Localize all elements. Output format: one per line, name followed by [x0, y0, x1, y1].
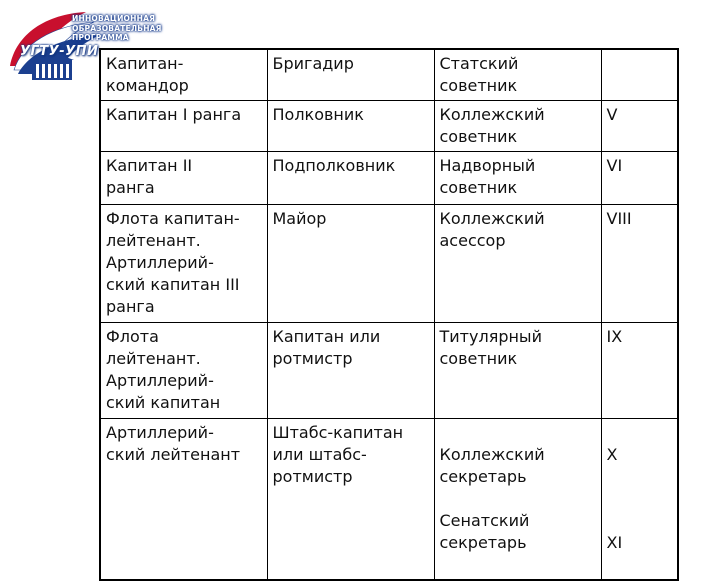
- army-rank-cell: Подполковник: [267, 152, 434, 205]
- class-cell: [601, 419, 678, 581]
- civil-rank-cell: Титулярный советник: [434, 323, 601, 419]
- civil-rank-cell: Коллежский асессор: [434, 205, 601, 323]
- class-cell: [601, 49, 678, 101]
- navy-rank-cell: Капитан II ранга: [100, 152, 267, 205]
- civil-rank-cell: [434, 419, 601, 581]
- logo-university-name: УГТУ-УПИ: [20, 44, 99, 59]
- table-row: [100, 419, 678, 581]
- logo-line-1: ИННОВАЦИОННАЯ: [72, 14, 156, 23]
- civil-rank-primary: Коллежский секретарь: [439, 445, 545, 486]
- table-row: [100, 49, 678, 101]
- class-cell: IX: [601, 323, 678, 419]
- table-row: [100, 205, 678, 323]
- class-cell: V: [601, 101, 678, 152]
- class-cell: VIII: [601, 205, 678, 323]
- army-rank-cell: Капитан или ротмистр: [267, 323, 434, 419]
- civil-rank-secondary: Сенатский секретарь: [439, 511, 530, 552]
- navy-rank-cell: Капитан I ранга: [100, 101, 267, 152]
- logo-line-2: ОБРАЗОВАТЕЛЬНАЯ: [72, 23, 162, 33]
- logo-line-3: ПРОГРАММА: [72, 33, 129, 42]
- class-secondary: XI: [606, 533, 623, 552]
- civil-rank-cell: Статский советник: [434, 49, 601, 101]
- navy-rank-cell: Капитан- командор: [100, 49, 267, 101]
- class-spacer: [607, 488, 673, 510]
- navy-rank-cell: Флота капитан- лейтенант. Артиллерий- ский капитан III ранга: [100, 205, 267, 323]
- navy-rank-cell: Артиллерий- ский лейтенант: [100, 419, 267, 581]
- army-rank-cell: Майор: [267, 205, 434, 323]
- logo-text: [72, 14, 172, 43]
- army-rank-cell: Полковник: [267, 101, 434, 152]
- rank-table: [99, 48, 679, 581]
- table-row: [100, 101, 678, 152]
- army-rank-cell: Штабс-капитан или штабс- ротмистр: [267, 419, 434, 581]
- army-rank-cell: Бригадир: [267, 49, 434, 101]
- table-row: [100, 152, 678, 205]
- class-cell: VI: [601, 152, 678, 205]
- civil-rank-cell: Надворный советник: [434, 152, 601, 205]
- navy-rank-cell: Флота лейтенант. Артиллерий- ский капитан: [100, 323, 267, 419]
- civil-rank-cell: Коллежский советник: [434, 101, 601, 152]
- table-row: [100, 323, 678, 419]
- class-primary: X: [606, 445, 618, 464]
